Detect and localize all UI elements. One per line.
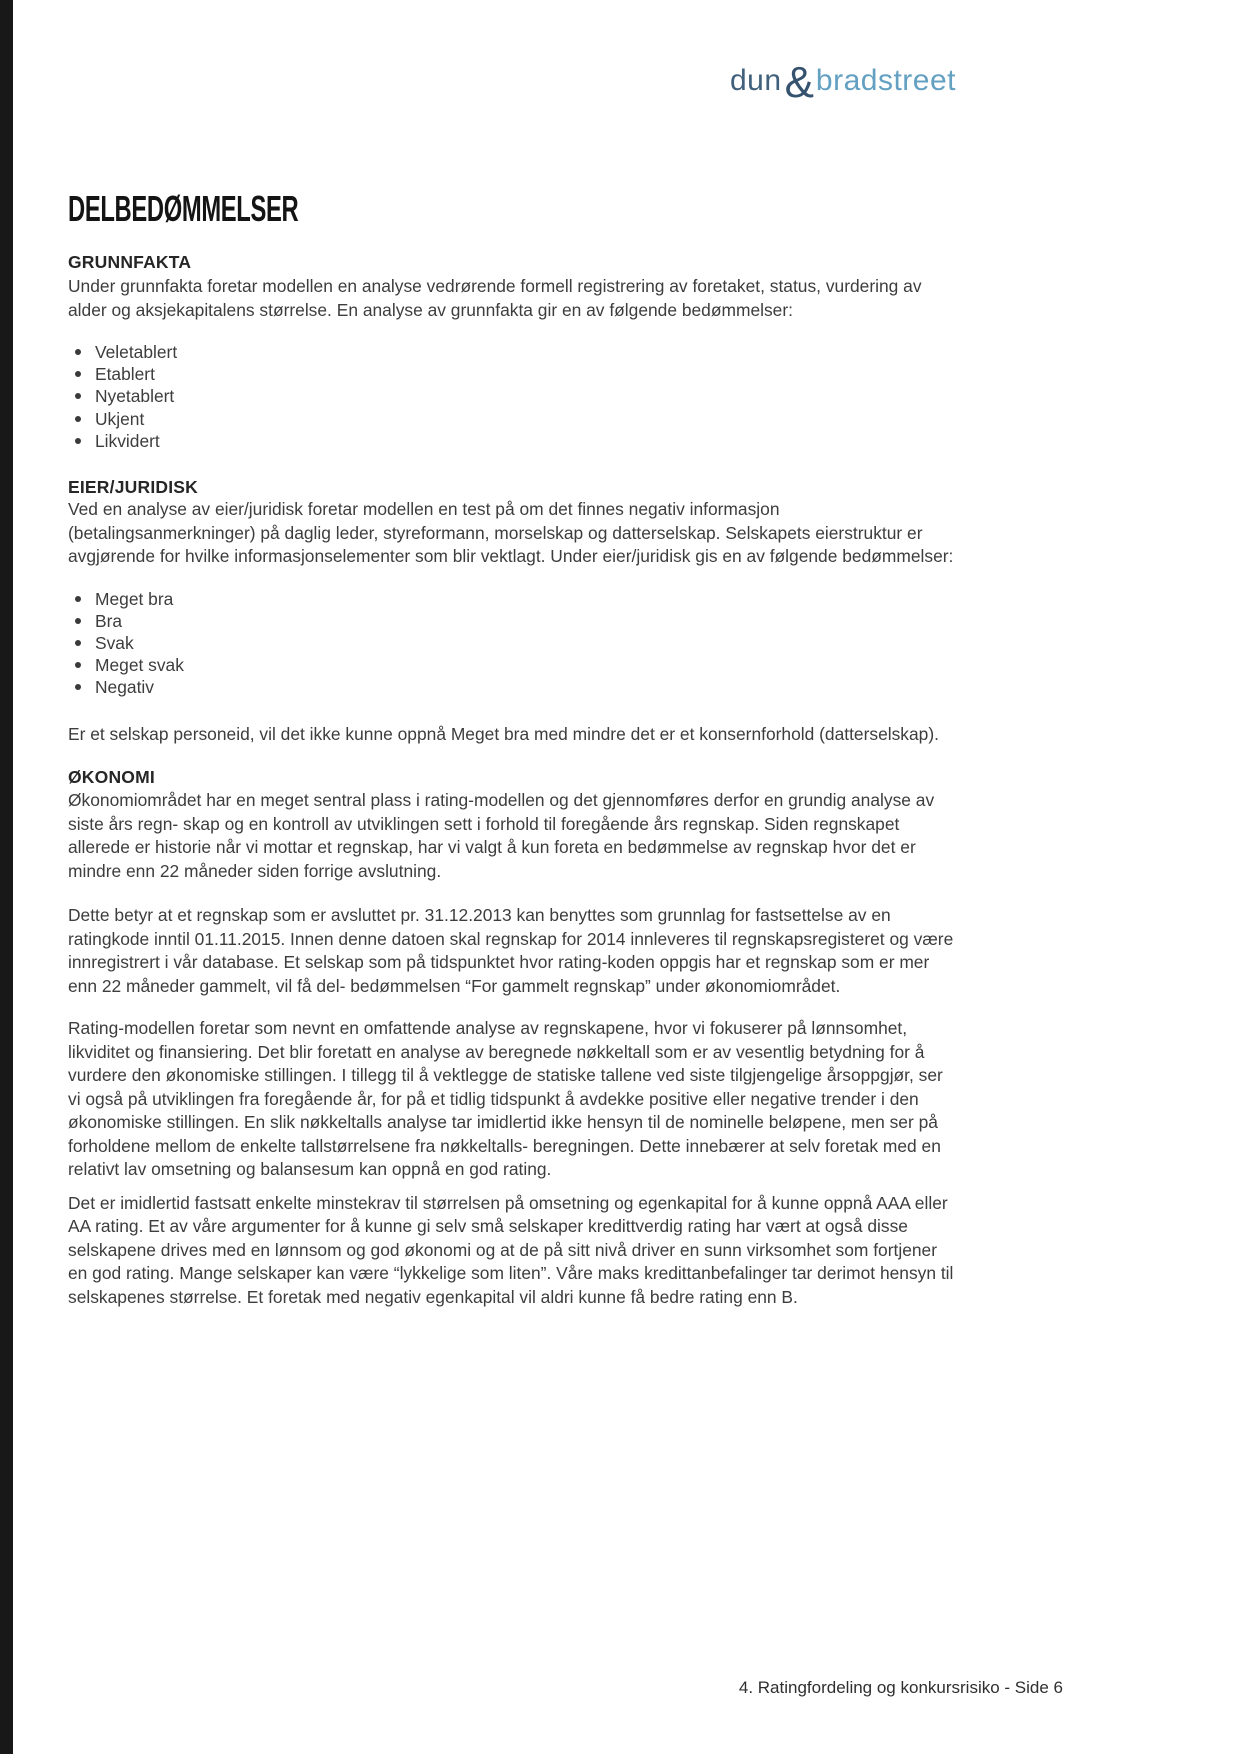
heading-grunnfakta: GRUNNFAKTA	[68, 252, 192, 272]
list-item-label: Likvidert	[95, 430, 160, 451]
bullet-icon	[75, 349, 81, 355]
bullet-icon	[75, 393, 81, 399]
list-item-label: Svak	[95, 632, 134, 653]
list-item-label: Etablert	[95, 364, 155, 385]
list-item-label: Veletablert	[95, 342, 178, 362]
bullet-icon	[75, 596, 81, 602]
eier-juridisk-bullet-list	[68, 588, 956, 699]
list-item	[68, 676, 956, 698]
paragraph-okonomi-3: Rating-modellen foretar som nevnt en omfattende analyse av regnskapene, hvor vi fokuserer på lønnsomhet, likviditet og finansiering. Det blir foretatt en analyse av beregnede nøkkeltall som er av vesentlig betydning for å vurdere den økonomiske stillingen. I tillegg til å vektlegge de statiske tallene ved siste tilgjengelige årsoppgjør, ser vi også på utviklingen fra foregående år, for på et tidlig tidspunkt å avdekke positive eller negative trender i den økonomiske stillingen. En slik nøkkeltalls analyse tar imidlertid ikke hensyn til de nominelle beløpene, men ser på forholdene mellom de enkelte tallstørrelsene fra nøkkeltalls- beregningen. Dette innebærer at selv foretak med en relativt lav omsetning og balansesum kan oppnå en god rating.	[68, 1018, 943, 1180]
heading-okonomi: ØKONOMI	[68, 767, 155, 788]
paragraph-okonomi-2: Dette betyr at et regnskap som er avsluttet pr. 31.12.2013 kan benyttes som grunnlag for fastsettelse av en ratingkode inntil 01.11.2015. Innen denne datoen skal regnskap for 2014 innleveres til regnskapsregisteret og være innregistrert i vår database. Et selskap som på tidspunktet hvor rating-koden oppgis har et regnskap som er mer enn 22 måneder gammelt, vil få del- bedømmelsen “For gammelt regnskap” under økonomiområdet.	[68, 905, 954, 996]
paragraph-eier-juridisk-intro: Ved en analyse av eier/juridisk foretar modellen en test på om det finnes negativ informasjon (betalingsanmerkninger) på daglig leder, styreformann, morselskap og datterselskap. Selskapets eierstruktur er avgjørende for hvilke informasjonselementer som blir vektlagt. Under eier/juridisk gis en av følgende bedømmelser:	[68, 499, 954, 567]
list-item	[68, 363, 956, 385]
list-item-label: Nyetablert	[95, 386, 175, 407]
page-edge-strip	[0, 0, 13, 1754]
dun-bradstreet-logo	[68, 58, 956, 110]
list-item	[68, 430, 956, 452]
grunnfakta-bullet-list	[68, 341, 956, 452]
heading-eier-juridisk: EIER/JURIDISK	[68, 477, 198, 498]
logo-text-dun: dun	[730, 64, 782, 97]
page-footer: 4. Ratingfordeling og konkursrisiko - Side 6	[738, 1678, 1063, 1697]
list-item	[68, 654, 956, 676]
paragraph-grunnfakta-intro: Under grunnfakta foretar modellen en analyse vedrørende formell registrering av foretaket, status, vurdering av alder og aksjekapitalens størrelse. En analyse av grunnfakta gir en av følgende bedømmelser:	[68, 276, 922, 320]
paragraph-okonomi-1: Økonomiområdet har en meget sentral plass i rating-modellen og det gjennomføres derfor en grundig analyse av siste års regn- skap og en kontroll av utviklingen sett i forhold til foregående års regnskap. Siden regnskapet allerede er historie når vi mottar et regnskap, har vi valgt å kun foreta en bedømmelse av regnskap hvor det er mindre enn 22 måneder siden forrige avslutning.	[68, 790, 935, 881]
list-item-label: Bra	[95, 610, 123, 631]
list-item	[68, 408, 956, 430]
document-content	[68, 0, 956, 1309]
ampersand-icon: &	[784, 58, 814, 107]
bullet-icon	[75, 438, 81, 444]
page-title: DELBEDØMMELSER	[68, 188, 299, 229]
bullet-icon	[75, 662, 81, 668]
list-item-label: Meget svak	[95, 655, 184, 676]
list-item	[68, 610, 956, 632]
list-item	[68, 588, 956, 610]
list-item-label: Ukjent	[95, 408, 145, 429]
paragraph-okonomi-4: Det er imidlertid fastsatt enkelte minstekrav til størrelsen på omsetning og egenkapital for å kunne oppnå AAA eller AA rating. Et av våre argumenter for å kunne gi selv små selskaper kredittverdig rating har vært at også disse selskapene drives med en lønnsom og god økonomi og at de på sitt nivå driver en sunn virksomhet som fortjener en god rating. Mange selskaper kan være “lykkelige som liten”. Våre maks kredittanbefalinger tar derimot hensyn til selskapenes størrelse. Et foretak med negativ egenkapital vil aldri kunne få bedre rating enn B.	[68, 1192, 954, 1307]
bullet-icon	[75, 416, 81, 422]
list-item	[68, 632, 956, 654]
list-item	[68, 385, 956, 407]
list-item-label: Negativ	[95, 677, 154, 698]
list-item	[68, 341, 956, 363]
list-item-label: Meget bra	[95, 588, 174, 609]
bullet-icon	[75, 684, 81, 690]
logo-text-bradstreet: bradstreet	[815, 64, 956, 97]
bullet-icon	[75, 371, 81, 377]
paragraph-eier-juridisk-note: Er et selskap personeid, vil det ikke kunne oppnå Meget bra med mindre det er et konsernforhold (datterselskap).	[68, 723, 939, 744]
bullet-icon	[75, 640, 81, 646]
bullet-icon	[75, 618, 81, 624]
